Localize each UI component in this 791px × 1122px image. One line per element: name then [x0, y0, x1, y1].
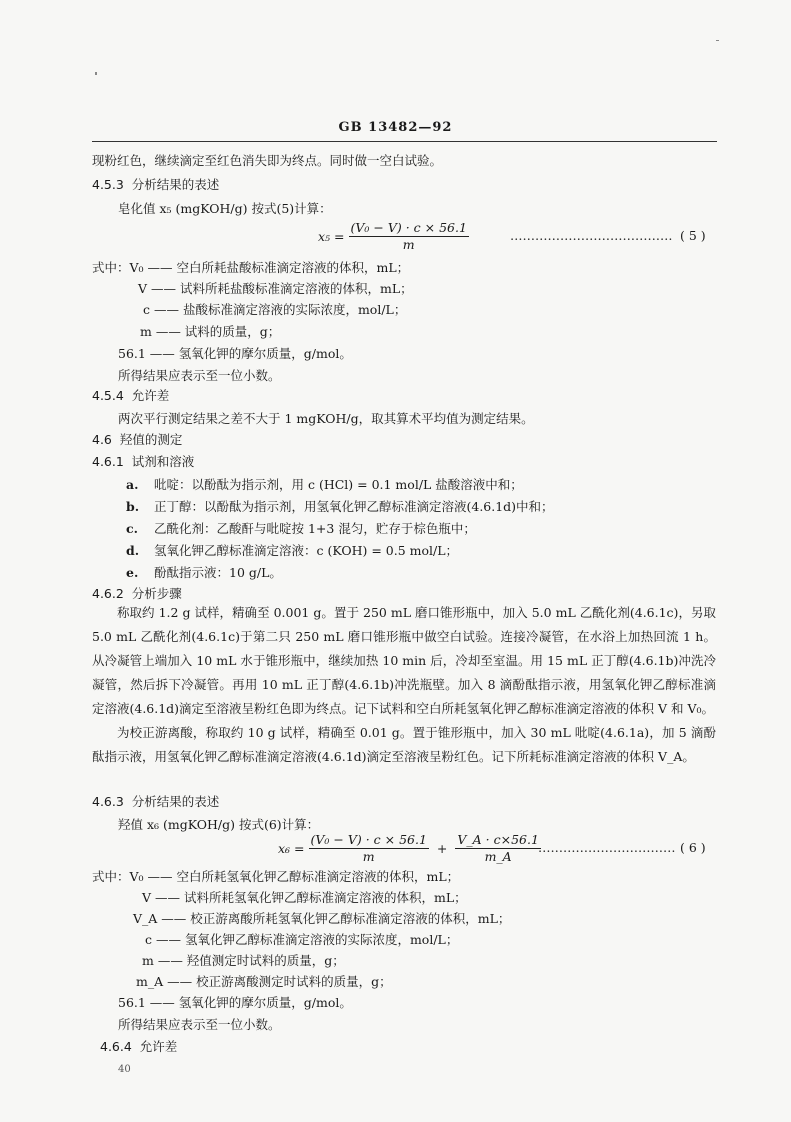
header-rule	[92, 141, 717, 142]
reagent-b	[126, 497, 554, 515]
section-number: 4.6.4	[100, 1039, 132, 1054]
where5-line-2: V —— 试料所耗盐酸标准滴定溶液的体积，mL；	[138, 281, 413, 296]
eq6-tag: ( 6 )	[680, 840, 706, 855]
reagent-label: d.	[126, 543, 140, 558]
scan-speck	[716, 40, 719, 41]
paragraph-4-5-4: 两次平行测定结果之差不大于 1 mgKOH/g，取其算术平均值为测定结果。	[118, 411, 534, 426]
eq6-fraction-1	[309, 832, 429, 865]
reagent-label: c.	[126, 521, 138, 536]
eq5-numerator: (V₀ − V) · c × 56.1	[350, 220, 467, 235]
eq5-fraction	[349, 220, 469, 253]
reagent-text: 正丁醇：以酚酞为指示剂，用氢氧化钾乙醇标准滴定溶液(4.6.1d)中和；	[154, 499, 554, 514]
reagent-a	[126, 475, 523, 493]
section-title: 分析结果的表述	[131, 177, 220, 192]
reagent-label: b.	[126, 499, 140, 514]
section-title: 允许差	[139, 1039, 178, 1054]
procedure-paragraph-1: 称取约 1.2 g 试样，精确至 0.001 g。置于 250 mL 磨口锥形瓶中，加入 5.0 mL 乙酰化剂(4.6.1c)，另取 5.0 mL 乙酰化剂(4.6.1c)于第二只 250 mL 磨口锥形瓶中做空白试验。连接冷凝管，在水浴上加热回流 1 h。从冷凝管上端加入 10 mL 水于锥形瓶中，继续加热 10 min 后，冷却至室温。用 15 mL 正丁醇(4.6.1b)冲洗冷凝管，然后拆下冷凝管。再用 10 mL 正丁醇(4.6.1b)冲洗瓶壁。加入 8 滴酚酞指示液，用氢氧化钾乙醇标准滴定溶液(4.6.1d)滴定至溶液呈粉红色即为终点。记下试料和空白所耗氢氧化钾乙醇标准滴定溶液的体积 V 和 V₀。	[92, 605, 716, 716]
section-title: 羟值的测定	[119, 432, 183, 447]
eq6-numerator-2: V_A · c×56.1	[457, 832, 539, 847]
eq6-leader-dots: ……………………………	[538, 840, 676, 855]
scan-speck	[95, 72, 97, 75]
where5-line-6: 所得结果应表示至一位小数。	[118, 368, 281, 383]
eq6-lhs: x₆ =	[278, 841, 305, 856]
section-number: 4.6.1	[92, 454, 124, 469]
reagent-label: a.	[126, 477, 139, 492]
section-title: 试剂和溶液	[131, 454, 195, 469]
page-number: 40	[118, 1064, 131, 1075]
reagent-text: 乙酰化剂：乙酸酐与吡啶按 1+3 混匀，贮存于棕色瓶中；	[154, 521, 476, 536]
section-4-5-4	[92, 386, 169, 404]
where6-line-8: 所得结果应表示至一位小数。	[118, 1017, 281, 1032]
where5-line-1: 式中：V₀ —— 空白所耗盐酸标准滴定溶液的体积，mL；	[92, 260, 410, 275]
section-number: 4.6.2	[92, 586, 124, 601]
eq5-lhs: x₅ =	[318, 229, 345, 244]
section-number: 4.5.4	[92, 388, 124, 403]
paragraph-top: 现粉红色，继续滴定至红色消失即为终点。同时做一空白试验。	[92, 153, 443, 168]
eq6-plus: +	[436, 841, 448, 856]
formula-6-intro: 羟值 x₆ (mgKOH/g) 按式(6)计算：	[118, 817, 320, 832]
section-number: 4.6.3	[92, 794, 124, 809]
section-4-6	[92, 430, 182, 448]
reagent-text: 酚酞指示液：10 g/L。	[154, 565, 282, 580]
reagent-label: e.	[126, 565, 139, 580]
section-4-5-3	[92, 175, 219, 193]
eq5-leader-dots: …………………………………	[510, 228, 673, 243]
standard-number-header: GB 13482—92	[338, 120, 453, 135]
where6-line-7: 56.1 —— 氢氧化钾的摩尔质量，g/mol。	[118, 995, 352, 1010]
where6-line-2: V —— 试料所耗氢氧化钾乙醇标准滴定溶液的体积，mL；	[142, 890, 467, 905]
formula-5-intro: 皂化值 x₅ (mgKOH/g) 按式(5)计算：	[118, 201, 332, 216]
where6-line-1: 式中：V₀ —— 空白所耗氢氧化钾乙醇标准滴定溶液的体积，mL；	[92, 869, 460, 884]
where6-line-6: m_A —— 校正游离酸测定时试料的质量，g；	[136, 974, 392, 989]
reagent-c	[126, 519, 476, 537]
section-title: 允许差	[131, 388, 170, 403]
eq6-denominator-2: m_A	[484, 849, 512, 864]
equation-5	[318, 220, 469, 253]
section-4-6-3	[92, 792, 219, 810]
where5-line-3: c —— 盐酸标准滴定溶液的实际浓度，mol/L；	[143, 302, 407, 317]
eq6-fraction-2	[455, 832, 541, 865]
eq5-tag: ( 5 )	[680, 228, 706, 243]
reagent-d	[126, 541, 458, 559]
eq5-denominator: m	[402, 237, 415, 252]
section-number: 4.6	[92, 432, 112, 447]
reagent-text: 氢氧化钾乙醇标准滴定溶液：c (KOH) = 0.5 mol/L；	[154, 543, 459, 558]
where6-line-5: m —— 羟值测定时试料的质量，g；	[142, 953, 345, 968]
eq6-numerator-1: (V₀ − V) · c × 56.1	[310, 832, 427, 847]
reagent-text: 吡啶：以酚酞为指示剂，用 c (HCl) = 0.1 mol/L 盐酸溶液中和；	[154, 477, 523, 492]
where6-line-4: c —— 氢氧化钾乙醇标准滴定溶液的实际浓度，mol/L；	[145, 932, 459, 947]
section-title: 分析结果的表述	[131, 794, 220, 809]
section-4-6-1	[92, 452, 194, 470]
procedure-paragraph-2: 为校正游离酸，称取约 10 g 试样，精确至 0.01 g。置于锥形瓶中，加入 30 mL 吡啶(4.6.1a)，加 5 滴酚酞指示液，用氢氧化钾乙醇标准滴定溶液(4.6.1d)滴定至溶液呈粉红色。记下所耗标准滴定溶液的体积 V_A。	[92, 725, 716, 764]
eq6-denominator-1: m	[362, 849, 375, 864]
section-4-6-2	[92, 584, 182, 602]
where5-line-5: 56.1 —— 氢氧化钾的摩尔质量，g/mol。	[118, 346, 352, 361]
section-number: 4.5.3	[92, 177, 124, 192]
reagent-e	[126, 563, 282, 581]
section-4-6-4	[100, 1037, 177, 1055]
where6-line-3: V_A —— 校正游离酸所耗氢氧化钾乙醇标准滴定溶液的体积，mL；	[133, 911, 511, 926]
where5-line-4: m —— 试料的质量，g；	[140, 324, 281, 339]
section-title: 分析步骤	[131, 586, 182, 601]
equation-6	[278, 832, 541, 865]
